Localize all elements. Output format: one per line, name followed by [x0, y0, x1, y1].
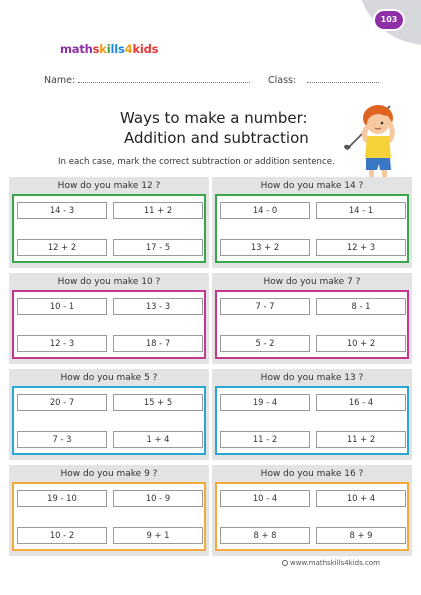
options-frame — [215, 290, 409, 359]
answer-option[interactable]: 8 + 8 — [220, 527, 310, 544]
question-text: How do you make 10 ? — [57, 277, 161, 287]
logo-part: math — [60, 42, 93, 56]
name-field — [44, 75, 250, 86]
answer-option[interactable]: 20 - 7 — [17, 394, 107, 411]
question-text: How do you make 7 ? — [263, 277, 361, 287]
answer-option[interactable]: 7 - 7 — [220, 298, 310, 315]
answer-option[interactable]: 8 - 1 — [316, 298, 406, 315]
site-logo — [60, 42, 158, 56]
question-panel — [212, 177, 412, 268]
answer-option[interactable]: 11 + 2 — [316, 431, 406, 448]
answer-option[interactable]: 17 - 5 — [113, 239, 203, 256]
answer-option[interactable]: 10 - 9 — [113, 490, 203, 507]
logo-part: s — [92, 42, 100, 56]
options-frame — [12, 482, 206, 551]
class-field — [268, 75, 379, 86]
answer-option[interactable]: 16 - 4 — [316, 394, 406, 411]
corner-decoration — [357, 0, 421, 44]
instructions: In each case, mark the correct subtraction or addition sentence. — [58, 157, 335, 167]
answer-option[interactable]: 10 + 4 — [316, 490, 406, 507]
options-frame — [12, 386, 206, 455]
options-frame — [12, 290, 206, 359]
answer-option[interactable]: 10 - 4 — [220, 490, 310, 507]
question-panel — [212, 273, 412, 364]
question-text: How do you make 16 ? — [260, 469, 364, 479]
footer — [282, 559, 380, 567]
answer-option[interactable]: 10 - 1 — [17, 298, 107, 315]
options-frame — [215, 482, 409, 551]
question-panel — [212, 369, 412, 460]
question-text: How do you make 9 ? — [60, 469, 158, 479]
answer-option[interactable]: 11 + 2 — [113, 202, 203, 219]
question-text: How do you make 13 ? — [260, 373, 364, 383]
answer-option[interactable]: 19 - 10 — [17, 490, 107, 507]
answer-option[interactable]: 10 + 2 — [316, 335, 406, 352]
answer-option[interactable]: 1 + 4 — [113, 431, 203, 448]
answer-option[interactable]: 14 - 0 — [220, 202, 310, 219]
globe-icon — [282, 560, 288, 566]
answer-option[interactable]: 12 + 2 — [17, 239, 107, 256]
title-line-2: Addition and subtraction — [124, 129, 309, 147]
footer-url: www.mathskills4kids.com — [290, 559, 380, 567]
logo-part: 4 — [124, 42, 133, 56]
question-panel — [9, 177, 209, 268]
logo-part: lls — [110, 42, 125, 56]
name-line — [78, 75, 250, 83]
answer-option[interactable]: 10 - 2 — [17, 527, 107, 544]
question-panel — [9, 273, 209, 364]
question-panel — [9, 369, 209, 460]
answer-option[interactable]: 12 - 3 — [17, 335, 107, 352]
answer-option[interactable]: 5 - 2 — [220, 335, 310, 352]
answer-option[interactable]: 9 + 1 — [113, 527, 203, 544]
logo-part: kids — [132, 42, 159, 56]
answer-option[interactable]: 12 + 3 — [316, 239, 406, 256]
answer-option[interactable]: 8 + 9 — [316, 527, 406, 544]
class-line — [307, 75, 379, 83]
question-text: How do you make 5 ? — [60, 373, 158, 383]
options-frame — [215, 194, 409, 263]
question-panel — [9, 465, 209, 556]
answer-option[interactable]: 13 - 3 — [113, 298, 203, 315]
answer-option[interactable]: 11 - 2 — [220, 431, 310, 448]
answer-option[interactable]: 19 - 4 — [220, 394, 310, 411]
page-number-badge: 103 — [373, 9, 405, 31]
question-text: How do you make 14 ? — [260, 181, 364, 191]
title-line-1: Ways to make a number: — [120, 109, 308, 127]
question-panel — [212, 465, 412, 556]
answer-option[interactable]: 7 - 3 — [17, 431, 107, 448]
options-frame — [12, 194, 206, 263]
question-text: How do you make 12 ? — [57, 181, 161, 191]
logo-part: i — [106, 42, 111, 56]
answer-option[interactable]: 14 - 1 — [316, 202, 406, 219]
options-frame — [215, 386, 409, 455]
answer-option[interactable]: 15 + 5 — [113, 394, 203, 411]
class-label: Class: — [268, 75, 297, 86]
answer-option[interactable]: 14 - 3 — [17, 202, 107, 219]
logo-part: k — [99, 42, 107, 56]
answer-option[interactable]: 13 + 2 — [220, 239, 310, 256]
answer-option[interactable]: 18 - 7 — [113, 335, 203, 352]
name-label: Name: — [44, 75, 76, 86]
